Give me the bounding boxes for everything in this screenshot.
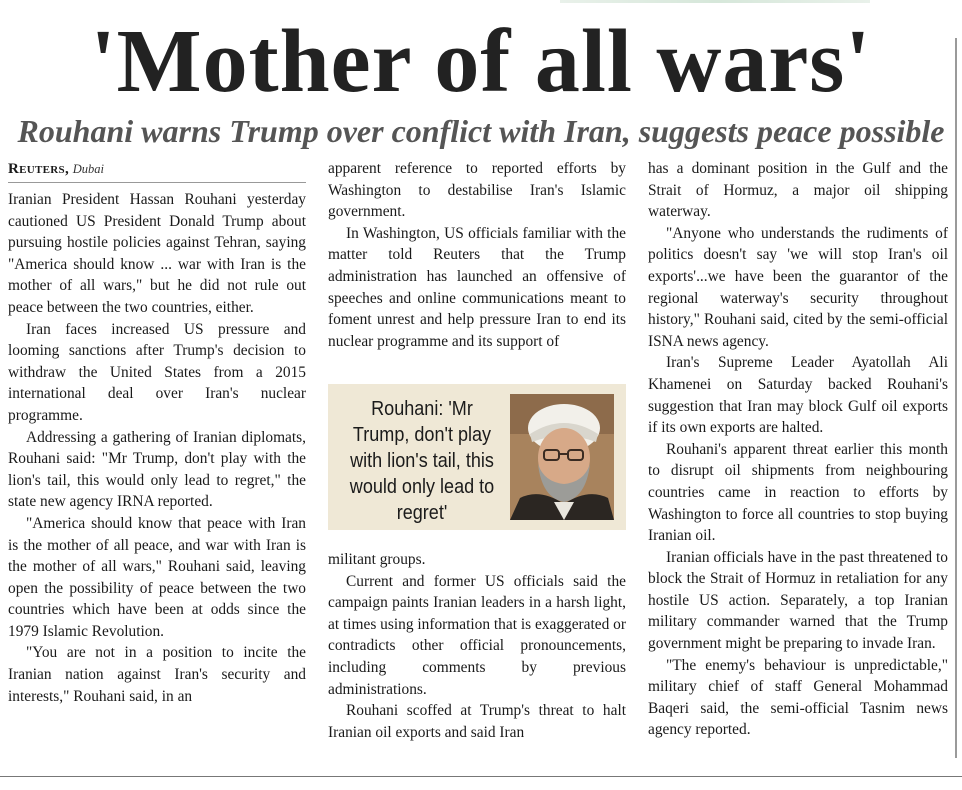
subheadline: Rouhani warns Trump over conflict with Iran, suggests peace possible — [17, 113, 945, 149]
bottom-rule — [0, 776, 962, 777]
portrait-illustration — [510, 394, 614, 520]
column-1 — [8, 158, 306, 707]
portrait-photo — [510, 394, 614, 520]
paragraph: Current and former US officials said the campaign paints Iranian leaders in a harsh light, at times using information that is exaggerated or contradicts other official pronouncements, including comments by previous administrations. — [328, 572, 626, 698]
headline: 'Mother of all wars' — [90, 12, 872, 111]
paragraph: "You are not in a position to incite the Iranian nation against Iran's security and interests," Rouhani said, in an — [8, 644, 306, 705]
column-2-continued — [328, 549, 626, 743]
paragraph: Iranian officials have in the past threatened to block the Strait of Hormuz in retaliation for any hostile US action. Separately, a top Iranian military commander warned that the Trump government might be preparing to invade Iran. — [648, 548, 948, 653]
paragraph: Rouhani's apparent threat earlier this month to disrupt oil shipments from neighbouring countries came in reaction to efforts by Washington to force all countries to stop buying Iranian oil. — [648, 440, 948, 545]
byline-place: Dubai — [72, 162, 104, 176]
paragraph: Iran faces increased US pressure and looming sanctions after Trump's decision to withdraw the United States from a 2015 international deal over Iran's nuclear programme. — [8, 320, 306, 424]
paragraph: "Anyone who understands the rudiments of politics doesn't say 'we will stop Iran's oil exports'...we have been the guarantor of the regional waterway's security throughout history," Rouhani said, cited by the semi-official ISNA news agency. — [648, 224, 948, 350]
paragraph: "America should know that peace with Iran is the mother of all peace, and war with Iran is the mother of all wars," Rouhani said, leaving open the possibility of peace between the two countries which have been at odds since the 1979 Islamic Revolution. — [8, 514, 306, 640]
byline — [8, 158, 306, 183]
paragraph: militant groups. — [328, 551, 426, 568]
paragraph: "The enemy's behaviour is unpredictable," military chief of staff General Mohammad Baqeri said, the semi-official Tasnim news agency reported. — [648, 656, 948, 739]
paragraph: Addressing a gathering of Iranian diplomats, Rouhani said: "Mr Trump, don't play with the lion's tail, this would only lead to regret," the state new agency IRNA reported. — [8, 428, 306, 511]
pull-quote-box — [328, 384, 626, 530]
column-2 — [328, 158, 626, 352]
paragraph: In Washington, US officials familiar with the matter told Reuters that the Trump administration has launched an offensive of speeches and online communications meant to foment unrest and help pressure Iran to end its nuclear programme and its support of — [328, 224, 626, 350]
paragraph: Rouhani scoffed at Trump's threat to halt Iranian oil exports and said Iran — [328, 702, 626, 741]
column-3 — [648, 158, 948, 741]
paragraph: Iran's Supreme Leader Ayatollah Ali Khamenei on Saturday backed Rouhani's suggestion that Iran may block Gulf oil exports if its own exports are halted. — [648, 354, 948, 437]
paragraph: apparent reference to reported efforts by Washington to destabilise Iran's Islamic government. — [328, 160, 626, 221]
paragraph: Iranian President Hassan Rouhani yesterday cautioned US President Donald Trump about pursuing hostile policies against Tehran, saying "America should know ... war with Iran is the mother of all wars," but he did not rule out peace between the two countries, either. — [8, 191, 306, 316]
pull-quote-text: Rouhani: 'Mr Trump, don't play with lion's tail, this would only lead to regret' — [349, 397, 495, 524]
top-color-stripe — [560, 0, 870, 3]
byline-agency: Reuters, — [8, 161, 69, 177]
paragraph: has a dominant position in the Gulf and the Strait of Hormuz, a major oil shipping waterway. — [648, 160, 948, 221]
